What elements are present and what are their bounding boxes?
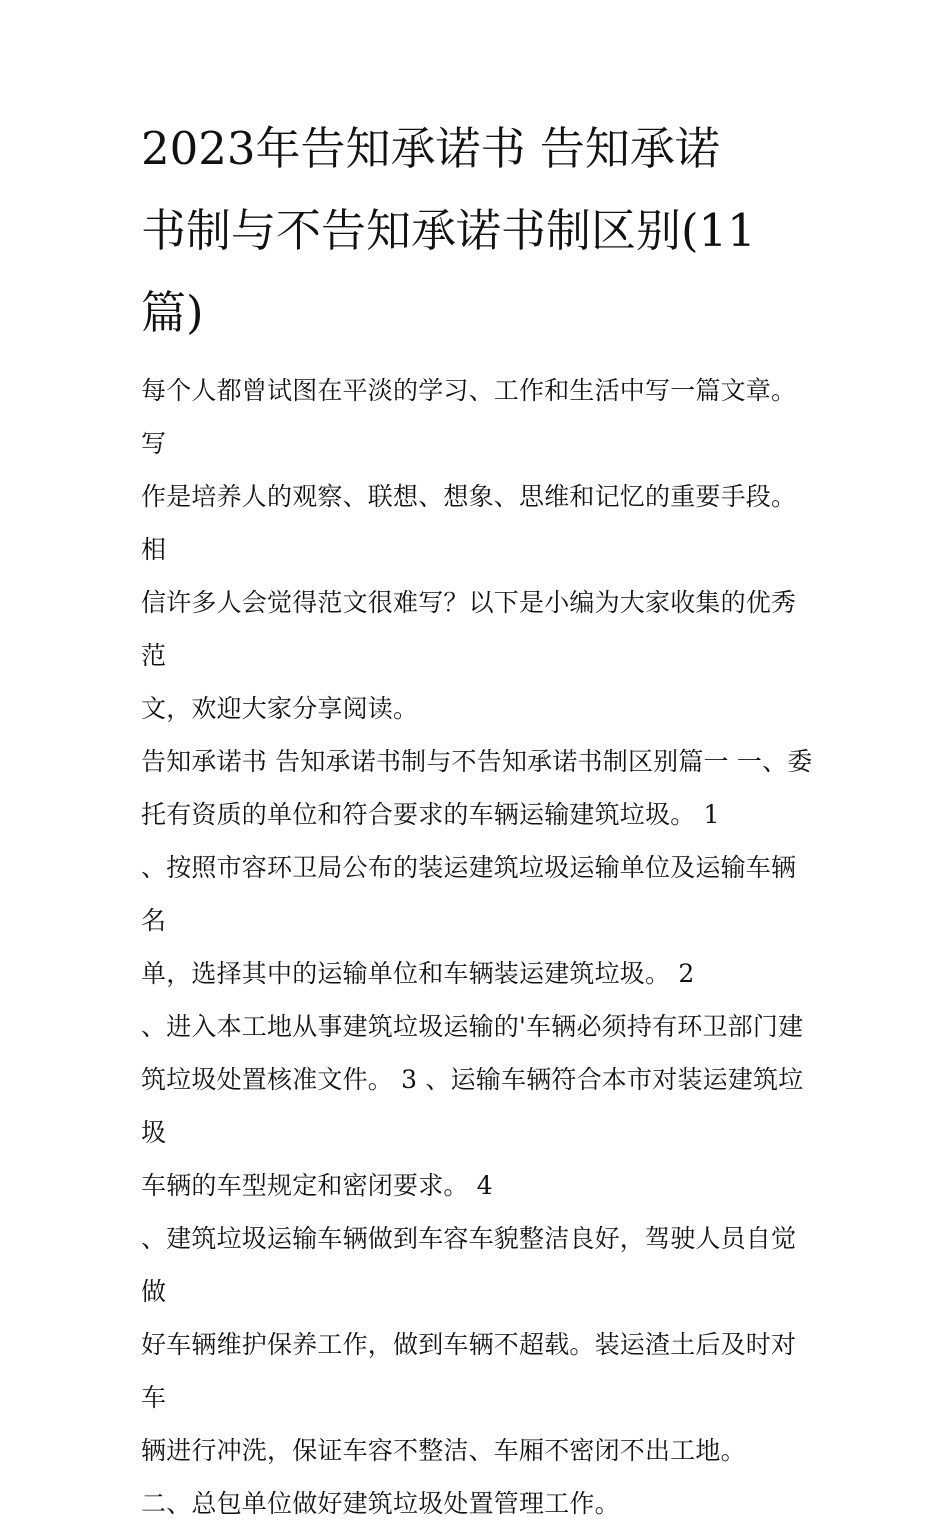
document-page bbox=[141, 108, 821, 1530]
title-line-1: 2023年告知承诺书 告知承诺 bbox=[141, 122, 720, 175]
title-line-3: 篇) bbox=[141, 286, 204, 339]
paragraph-section-1: 告知承诺书 告知承诺书制与不告知承诺书制区别篇一 一、委 托有资质的单位和符合要求的车辆运输建筑垃圾。 1 bbox=[141, 747, 813, 829]
paragraph-section-2: 二、总包单位做好建筑垃圾处置管理工作。 bbox=[141, 1489, 620, 1518]
document-body bbox=[141, 364, 821, 1530]
title-line-2: 书制与不告知承诺书制区别(11 bbox=[141, 204, 756, 257]
document-title bbox=[141, 108, 821, 354]
paragraph-intro: 每个人都曾试图在平淡的学习、工作和生活中写一篇文章。写 作是培养人的观察、联想、想象、思维和记忆的重要手段。相 信许多人会觉得范文很难写？以下是小编为大家收集的优秀范 文，欢迎大家分享阅读。 bbox=[141, 376, 797, 723]
paragraph-item-2: 、进入本工地从事建筑垃圾运输的'车辆必须持有环卫部门建 筑垃圾处置核准文件。 3 、运输车辆符合本市对装运建筑垃圾 车辆的车型规定和密闭要求。 4 bbox=[141, 1012, 804, 1200]
paragraph-item-1: 、按照市容环卫局公布的装运建筑垃圾运输单位及运输车辆名 单，选择其中的运输单位和车辆装运建筑垃圾。 2 bbox=[141, 853, 797, 988]
paragraph-item-4: 、建筑垃圾运输车辆做到车容车貌整洁良好，驾驶人员自觉做 好车辆维护保养工作，做到车辆不超载。装运渣土后及时对车 辆进行冲洗，保证车容不整洁、车厢不密闭不出工地。 bbox=[141, 1224, 797, 1465]
